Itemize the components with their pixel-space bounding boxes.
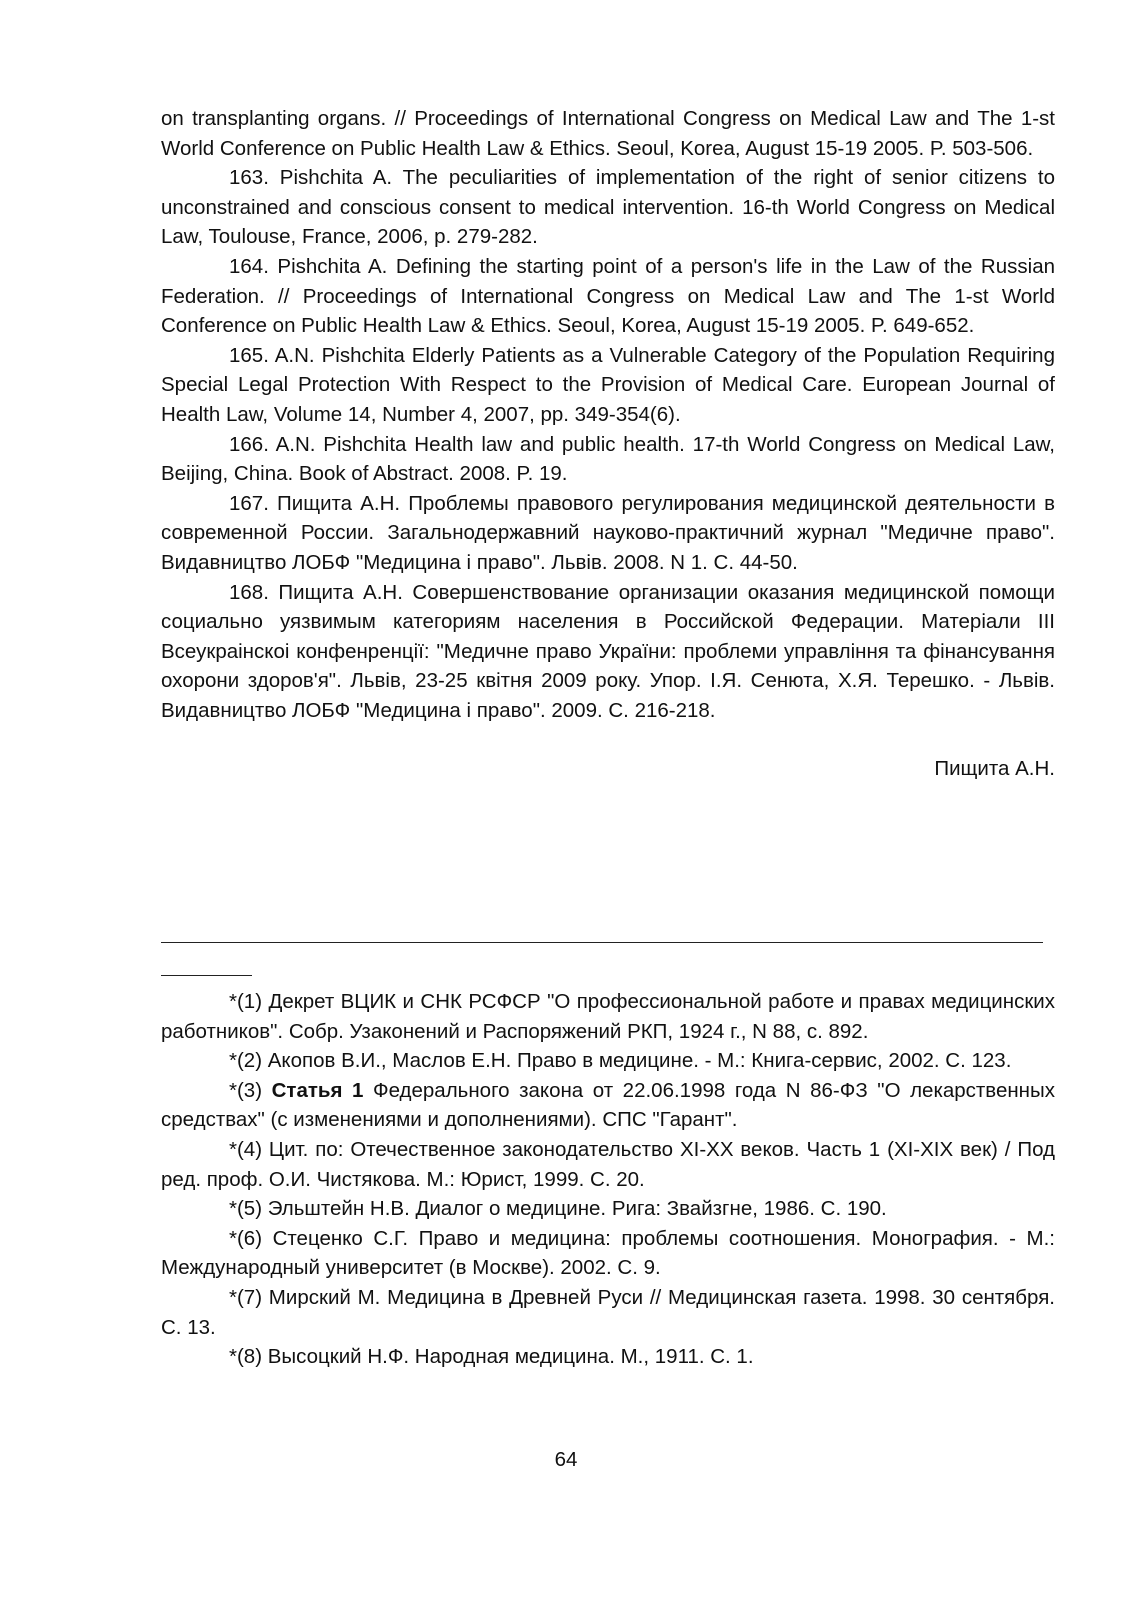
author-signature: Пищита А.Н. xyxy=(934,757,1055,781)
reference-164: 164. Pishchita A. Defining the starting point of a person's life in the Law of the Russian Federation. // Proceedings of International Congress on Medical Law and The 1-st World Conference on Public Health Law & Ethics. Seoul, Korea, August 15-19 2005. P. 649-652. xyxy=(161,254,1055,338)
footnotes-section xyxy=(161,987,1055,1372)
footnote-2: *(2) Акопов В.И., Маслов Е.Н. Право в медицине. - М.: Книга-сервис, 2002. С. 123. xyxy=(229,1049,1012,1073)
footnote-3 xyxy=(161,1076,1055,1135)
footnote-3-text: Федерального закона от 22.06.1998 года N 86-ФЗ "О лекарственных средствах" (с изменениями и дополнениями). СПС "Гарант". xyxy=(161,1078,1055,1132)
footnote-separator-long xyxy=(161,942,1043,943)
reference-168: 168. Пищита А.Н. Совершенствование организации оказания медицинской помощи социально уязвимым категориям населения в Российской Федерации. Матеріали III Всеукраінскоі конфенренції: "Медичне право України: проблеми управління та фінансування охорони здоров'я". Львів, 23-25 квітня 2009 року. Упор. І.Я. Сенюта, Х.Я. Терешко. - Львів. Видавництво ЛОБФ "Медицина і право". 2009. С. 216-218. xyxy=(161,580,1055,722)
footnote-8: *(8) Высоцкий Н.Ф. Народная медицина. М., 1911. С. 1. xyxy=(229,1345,754,1369)
footnote-3-prefix: *(3) xyxy=(229,1078,272,1102)
footnote-7: *(7) Мирский М. Медицина в Древней Руси // Медицинская газета. 1998. 30 сентября. С. 13. xyxy=(161,1285,1055,1339)
page-number: 64 xyxy=(554,1448,578,1471)
footnote-separator-short xyxy=(161,975,252,976)
reference-167: 167. Пищита А.Н. Проблемы правового регулирования медицинской деятельности в современной России. Загальнодержавний науково-практичний журнал "Медичне право". Видавництво ЛОБФ "Медицина і право". Львів. 2008. N 1. С. 44-50. xyxy=(161,491,1055,574)
reference-continuation: on transplanting organs. // Proceedings of International Congress on Medical Law and The 1-st World Conference on Public Health Law & Ethics. Seoul, Korea, August 15-19 2005. P. 503-506. xyxy=(161,107,1055,160)
references-section xyxy=(161,104,1055,784)
footnote-4: *(4) Цит. по: Отечественное законодательство XI-XX веков. Часть 1 (XI-XIX век) / Под ред. проф. О.И. Чистякова. М.: Юрист, 1999. С. 20. xyxy=(161,1137,1055,1191)
footnote-3-article: Статья 1 xyxy=(271,1078,364,1102)
footnote-1: *(1) Декрет ВЦИК и СНК РСФСР "О профессиональной работе и правах медицинских работников". Собр. Узаконений и Распоряжений РКП, 1924 г., N 88, с. 892. xyxy=(161,990,1055,1043)
reference-163: 163. Pishchita A. The peculiarities of implementation of the right of senior citizens to unconstrained and conscious consent to medical intervention. 16-th World Congress on Medical Law, Toulouse, France, 2006, p. 279-282. xyxy=(161,166,1055,249)
footnote-5: *(5) Эльштейн Н.В. Диалог о медицине. Рига: Звайзгне, 1986. С. 190. xyxy=(229,1197,887,1221)
footnote-6: *(6) Стеценко С.Г. Право и медицина: проблемы соотношения. Монография. - М.: Международный университет (в Москве). 2002. С. 9. xyxy=(161,1226,1055,1280)
reference-166: 166. A.N. Pishchita Health law and public health. 17-th World Congress on Medical Law, Beijing, China. Book of Abstract. 2008. P. 19. xyxy=(161,432,1055,486)
reference-165: 165. A.N. Pishchita Elderly Patients as a Vulnerable Category of the Population Requiring Special Legal Protection With Respect to the Provision of Medical Care. European Journal of Health Law, Volume 14, Number 4, 2007, pp. 349-354(6). xyxy=(161,343,1055,426)
